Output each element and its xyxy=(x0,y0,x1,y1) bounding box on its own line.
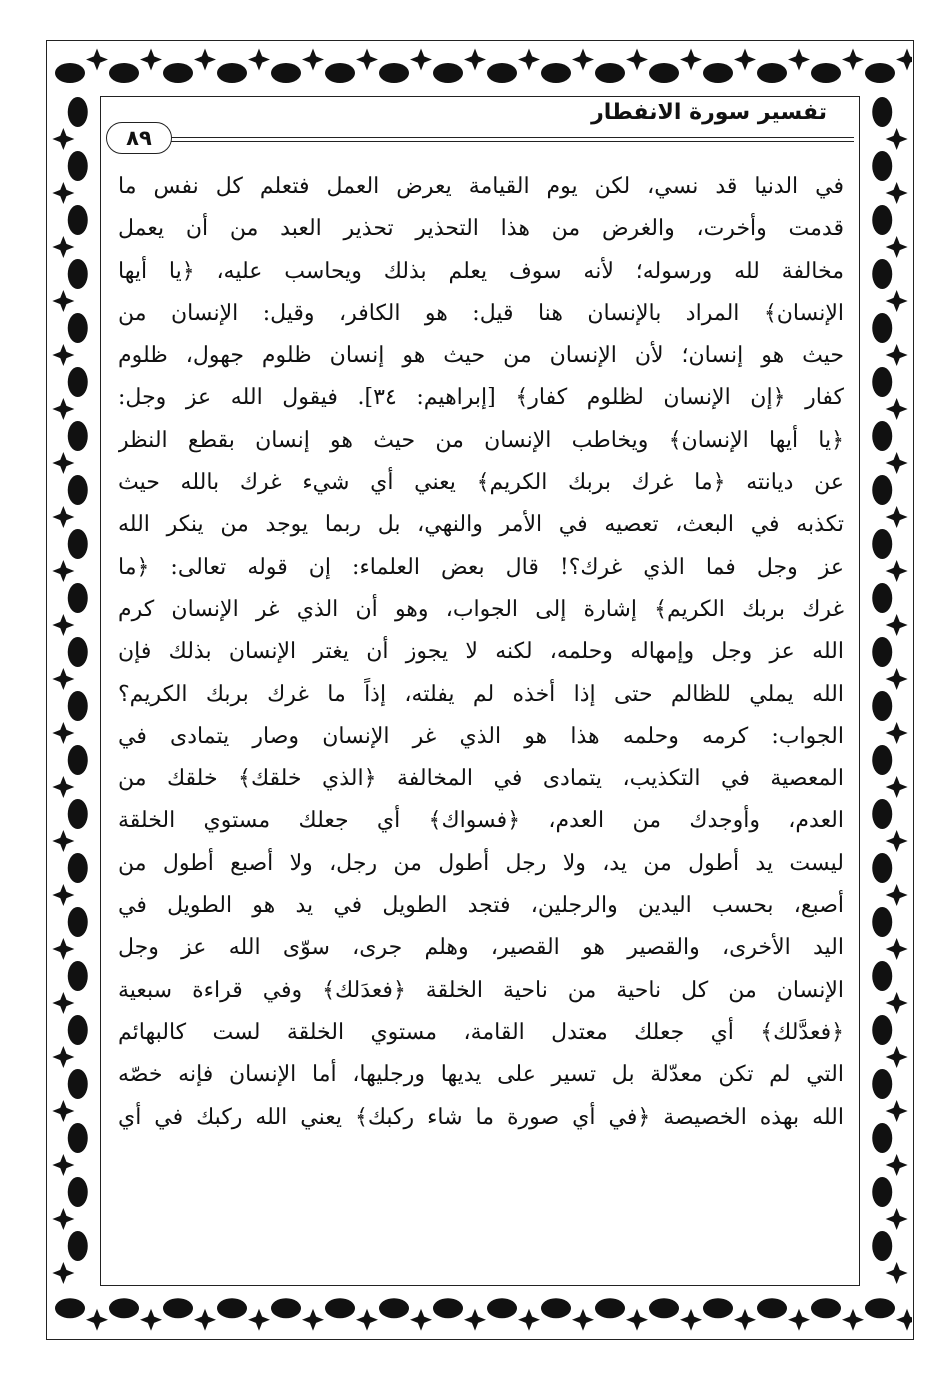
ornament-star-icon xyxy=(410,1309,432,1331)
ornament-drop-icon xyxy=(487,63,517,83)
ornament-star-icon xyxy=(140,49,162,71)
ornament-drop-icon xyxy=(872,1015,892,1045)
ornament-border-right xyxy=(864,92,912,1290)
ornament-pattern xyxy=(864,92,912,1290)
ornament-pattern xyxy=(48,1290,912,1338)
ornament-drop-icon xyxy=(872,961,892,991)
ornament-drop-icon xyxy=(872,367,892,397)
ornament-drop-icon xyxy=(109,1298,139,1318)
text-line: مخالفة لله ورسوله؛ لأنه سوف يعلم بذلك ويحاسب عليه، ﴿يا أيها xyxy=(118,258,844,284)
ornament-star-icon xyxy=(52,1208,74,1230)
text-line: ﴿يا أيها الإنسان﴾ ويخاطب الإنسان من حيث هو إنسان بقطع النظر xyxy=(118,427,844,453)
ornament-drop-icon xyxy=(703,1298,733,1318)
body-text xyxy=(118,166,844,1139)
ornament-star-icon xyxy=(886,614,908,636)
header-divider xyxy=(168,137,854,142)
ornament-drop-icon xyxy=(68,259,88,289)
ornament-star-icon xyxy=(52,992,74,1014)
ornament-drop-icon xyxy=(68,1123,88,1153)
ornament-drop-icon xyxy=(541,63,571,83)
ornament-star-icon xyxy=(52,884,74,906)
ornament-star-icon xyxy=(410,49,432,71)
ornament-drop-icon xyxy=(872,907,892,937)
ornament-drop-icon xyxy=(595,1298,625,1318)
text-line: عن ديانته ﴿ما غرك بربك الكريم﴾ يعني أي شيء غرك بالله حيث xyxy=(118,470,844,496)
text-line: الإنسان﴾ المراد بالإنسان هنا قيل: هو الكافر، وقيل: الإنسان من xyxy=(118,300,844,326)
ornament-star-icon xyxy=(886,830,908,852)
ornament-star-icon xyxy=(626,49,648,71)
ornament-drop-icon xyxy=(872,529,892,559)
ornament-drop-icon xyxy=(379,1298,409,1318)
ornament-drop-icon xyxy=(379,63,409,83)
ornament-drop-icon xyxy=(433,63,463,83)
ornament-star-icon xyxy=(518,1309,540,1331)
ornament-drop-icon xyxy=(872,1177,892,1207)
ornament-drop-icon xyxy=(68,475,88,505)
ornament-star-icon xyxy=(886,776,908,798)
ornament-star-icon xyxy=(52,182,74,204)
text-line: حيث هو إنسان؛ لأن الإنسان من حيث هو إنسان ظلوم جهول، ظلوم xyxy=(118,343,844,369)
page-number: ٨٩ xyxy=(106,122,172,154)
ornament-drop-icon xyxy=(872,745,892,775)
ornament-drop-icon xyxy=(68,907,88,937)
ornament-drop-icon xyxy=(217,1298,247,1318)
ornament-drop-icon xyxy=(872,691,892,721)
ornament-drop-icon xyxy=(649,1298,679,1318)
ornament-star-icon xyxy=(356,49,378,71)
ornament-drop-icon xyxy=(68,853,88,883)
ornament-drop-icon xyxy=(872,151,892,181)
text-line: الجواب: كرمه وحلمه هذا هو الذي غر الإنسان وصار يتمادى في xyxy=(118,723,844,749)
ornament-star-icon xyxy=(248,49,270,71)
ornament-star-icon xyxy=(464,49,486,71)
ornament-pattern xyxy=(48,42,912,92)
ornament-star-icon xyxy=(886,290,908,312)
ornament-star-icon xyxy=(52,1262,74,1284)
ornament-star-icon xyxy=(896,49,912,71)
ornament-drop-icon xyxy=(271,1298,301,1318)
ornament-drop-icon xyxy=(872,637,892,667)
ornament-star-icon xyxy=(52,344,74,366)
ornament-star-icon xyxy=(52,452,74,474)
ornament-drop-icon xyxy=(865,1298,895,1318)
ornament-drop-icon xyxy=(872,97,892,127)
ornament-drop-icon xyxy=(271,63,301,83)
ornament-drop-icon xyxy=(217,63,247,83)
ornament-drop-icon xyxy=(55,63,85,83)
ornament-drop-icon xyxy=(487,1298,517,1318)
ornament-drop-icon xyxy=(68,97,88,127)
ornament-star-icon xyxy=(680,49,702,71)
ornament-drop-icon xyxy=(865,63,895,83)
text-line: كفار ﴿إن الإنسان لظلوم كفار﴾ [إبراهيم: ٣٤]. فيقول الله عز وجل: xyxy=(118,385,844,411)
ornament-star-icon xyxy=(886,1208,908,1230)
ornament-drop-icon xyxy=(649,63,679,83)
ornament-drop-icon xyxy=(163,63,193,83)
text-line: قدمت وأخرت، والغرض من هذا التحذير تحذير العبد من أن يعمل xyxy=(118,216,844,242)
ornament-border-left xyxy=(48,92,96,1290)
text-line: الله عز وجل وإمهاله وحلمه، لكنه لا يجوز أن يغتر الإنسان بذلك فإن xyxy=(118,639,844,665)
text-line: ليست يد أطول من يد، ولا رجل أطول من رجل، ولا أصبع أطول من xyxy=(118,850,844,876)
ornament-star-icon xyxy=(52,1100,74,1122)
ornament-star-icon xyxy=(886,560,908,582)
ornament-star-icon xyxy=(886,452,908,474)
page-header-title: تفسير سورة الانفطار xyxy=(591,100,827,125)
ornament-drop-icon xyxy=(703,63,733,83)
ornament-star-icon xyxy=(886,668,908,690)
ornament-star-icon xyxy=(52,614,74,636)
ornament-drop-icon xyxy=(55,1298,85,1318)
text-line: الله بهذه الخصيصة ﴿في أي صورة ما شاء ركبك﴾ يعني الله ركبك في أي xyxy=(118,1104,844,1130)
ornament-star-icon xyxy=(886,398,908,420)
ornament-drop-icon xyxy=(109,63,139,83)
ornament-star-icon xyxy=(140,1309,162,1331)
text-line: عز وجل فما الذي غرك؟! قال بعض العلماء: إن قوله تعالى: ﴿ما xyxy=(118,554,844,580)
ornament-drop-icon xyxy=(872,259,892,289)
ornament-drop-icon xyxy=(68,151,88,181)
ornament-star-icon xyxy=(52,1046,74,1068)
ornament-drop-icon xyxy=(68,583,88,613)
ornament-star-icon xyxy=(886,506,908,528)
ornament-drop-icon xyxy=(872,1123,892,1153)
ornament-star-icon xyxy=(886,1262,908,1284)
ornament-star-icon xyxy=(248,1309,270,1331)
ornament-drop-icon xyxy=(68,313,88,343)
text-line: أصبع، بحسب اليدين والرجلين، فتجد الطويل في يد هو الطويل في xyxy=(118,893,844,919)
ornament-pattern xyxy=(48,92,96,1290)
ornament-drop-icon xyxy=(68,1069,88,1099)
ornament-drop-icon xyxy=(811,1298,841,1318)
ornament-drop-icon xyxy=(872,205,892,235)
ornament-drop-icon xyxy=(68,1177,88,1207)
ornament-border-bottom xyxy=(48,1290,912,1338)
ornament-star-icon xyxy=(464,1309,486,1331)
ornament-star-icon xyxy=(52,722,74,744)
ornament-star-icon xyxy=(194,1309,216,1331)
ornament-star-icon xyxy=(886,1100,908,1122)
ornament-drop-icon xyxy=(68,745,88,775)
ornament-drop-icon xyxy=(68,205,88,235)
ornament-star-icon xyxy=(86,49,108,71)
ornament-star-icon xyxy=(52,938,74,960)
ornament-drop-icon xyxy=(757,63,787,83)
ornament-drop-icon xyxy=(68,637,88,667)
ornament-drop-icon xyxy=(872,1069,892,1099)
ornament-drop-icon xyxy=(68,799,88,829)
ornament-star-icon xyxy=(572,1309,594,1331)
ornament-star-icon xyxy=(302,1309,324,1331)
ornament-star-icon xyxy=(842,1309,864,1331)
text-line: الإنسان من كل ناحية من ناحية الخلقة ﴿فعدَلك﴾ وفي قراءة سبعية xyxy=(118,977,844,1003)
text-line: تكذبه في البعث، تعصيه في الأمر والنهي، بل ربما يوجد من ينكر الله xyxy=(118,512,844,538)
text-line: العدم، وأوجدك من العدم، ﴿فسواك﴾ أي جعلك مستوي الخلقة xyxy=(118,808,844,834)
ornament-drop-icon xyxy=(433,1298,463,1318)
ornament-drop-icon xyxy=(811,63,841,83)
ornament-drop-icon xyxy=(163,1298,193,1318)
ornament-star-icon xyxy=(52,290,74,312)
ornament-drop-icon xyxy=(872,313,892,343)
ornament-star-icon xyxy=(842,49,864,71)
text-line: ﴿فعدَّلك﴾ أي جعلك معتدل القامة، مستوي الخلقة لست كالبهائم xyxy=(118,1019,844,1045)
ornament-star-icon xyxy=(896,1309,912,1331)
ornament-star-icon xyxy=(52,560,74,582)
ornament-border-top xyxy=(48,42,912,92)
ornament-star-icon xyxy=(52,830,74,852)
ornament-star-icon xyxy=(886,722,908,744)
ornament-drop-icon xyxy=(757,1298,787,1318)
ornament-star-icon xyxy=(52,128,74,150)
ornament-drop-icon xyxy=(325,1298,355,1318)
ornament-star-icon xyxy=(626,1309,648,1331)
ornament-drop-icon xyxy=(595,63,625,83)
ornament-star-icon xyxy=(886,938,908,960)
ornament-drop-icon xyxy=(872,475,892,505)
text-line: الله يملي للظالم حتى إذا أخذه لم يفلته، إذاً ما غرك بربك الكريم؟ xyxy=(118,681,844,707)
ornament-star-icon xyxy=(886,884,908,906)
ornament-star-icon xyxy=(302,49,324,71)
ornament-star-icon xyxy=(52,776,74,798)
text-line: التي لم تكن معدّلة بل تسير على يديها ورجليها، أما الإنسان فإنه خصّه xyxy=(118,1062,844,1088)
ornament-drop-icon xyxy=(68,691,88,721)
ornament-drop-icon xyxy=(68,961,88,991)
text-line: غرك بربك الكريم﴾ إشارة إلى الجواب، وهو أن الذي غر الإنسان كرم xyxy=(118,596,844,622)
ornament-star-icon xyxy=(886,344,908,366)
ornament-star-icon xyxy=(886,992,908,1014)
ornament-star-icon xyxy=(886,236,908,258)
text-line: في الدنيا قد نسي، لكن يوم القيامة يعرض العمل فتعلم كل نفس ما xyxy=(118,174,844,199)
ornament-star-icon xyxy=(356,1309,378,1331)
ornament-star-icon xyxy=(734,49,756,71)
ornament-star-icon xyxy=(680,1309,702,1331)
ornament-drop-icon xyxy=(325,63,355,83)
ornament-star-icon xyxy=(86,1309,108,1331)
ornament-drop-icon xyxy=(872,421,892,451)
ornament-drop-icon xyxy=(541,1298,571,1318)
ornament-drop-icon xyxy=(68,421,88,451)
ornament-drop-icon xyxy=(68,1231,88,1261)
ornament-drop-icon xyxy=(68,367,88,397)
ornament-star-icon xyxy=(734,1309,756,1331)
ornament-star-icon xyxy=(52,506,74,528)
ornament-star-icon xyxy=(788,1309,810,1331)
ornament-star-icon xyxy=(886,1046,908,1068)
ornament-star-icon xyxy=(886,1154,908,1176)
ornament-star-icon xyxy=(194,49,216,71)
text-line: المعصية في التكذيب، يتمادى في المخالفة ﴿الذي خلقك﴾ خلقك من xyxy=(118,766,844,792)
ornament-star-icon xyxy=(52,668,74,690)
ornament-drop-icon xyxy=(68,529,88,559)
ornament-star-icon xyxy=(52,1154,74,1176)
ornament-star-icon xyxy=(52,398,74,420)
ornament-drop-icon xyxy=(872,1231,892,1261)
ornament-star-icon xyxy=(886,128,908,150)
text-line: اليد الأخرى، والقصير هو القصير، وهلم جرى، سوّى الله عز وجل xyxy=(118,935,844,961)
ornament-drop-icon xyxy=(872,799,892,829)
ornament-star-icon xyxy=(788,49,810,71)
ornament-star-icon xyxy=(518,49,540,71)
ornament-drop-icon xyxy=(872,583,892,613)
ornament-star-icon xyxy=(886,182,908,204)
ornament-star-icon xyxy=(52,236,74,258)
ornament-star-icon xyxy=(572,49,594,71)
ornament-drop-icon xyxy=(68,1015,88,1045)
ornament-drop-icon xyxy=(872,853,892,883)
